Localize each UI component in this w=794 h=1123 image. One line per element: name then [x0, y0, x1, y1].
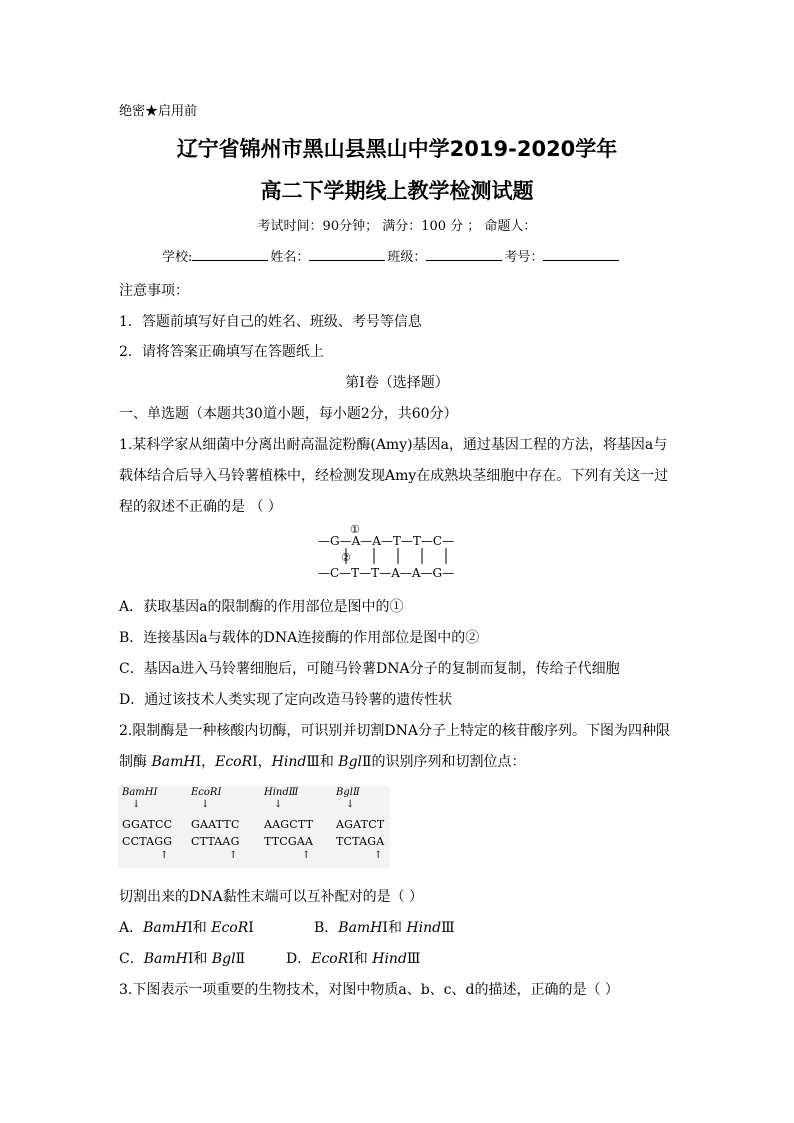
- q1-option-a: A．获取基因a的限制酶的作用部位是图中的①: [119, 599, 404, 615]
- enzyme-name: HindⅢ: [264, 787, 299, 798]
- enzyme-bglii: [336, 786, 406, 862]
- secret-mark: 绝密★启用前: [119, 104, 198, 119]
- q1-option-c: C．基因a进入马铃薯细胞后，可随马铃薯DNA分子的复制而复制，传给子代细胞: [119, 661, 620, 677]
- seq-top: AGATCT: [336, 818, 385, 831]
- enzyme-name: BglⅡ: [336, 787, 360, 798]
- exam-info: 考试时间：90分钟； 满分：100 分 ； 命题人：: [257, 219, 537, 234]
- seq-bottom: TTCGAA: [264, 835, 314, 848]
- enzyme-name: EcoRⅠ: [191, 787, 222, 798]
- q1-line-1: 1.某科学家从细菌中分离出耐高温淀粉酶(Amy)基因a，通过基因工程的方法，将基因a与: [119, 437, 668, 453]
- dna-strand-diagram: [318, 521, 478, 581]
- cut-arrow-down: ↓: [274, 799, 283, 810]
- q2-option-a: A．BamHⅠ和 EcoRⅠ: [119, 920, 254, 936]
- seq-bottom: TCTAGA: [336, 835, 385, 848]
- enzyme-name: BamHⅠ: [122, 787, 158, 798]
- cut-arrow-down: ↓: [132, 799, 141, 810]
- q1-option-d: D．通过该技术人类实现了定向改造马铃薯的遗传性状: [119, 692, 453, 708]
- enzyme-hindiii: [264, 786, 334, 862]
- seq-bottom: CCTAGG: [122, 835, 173, 848]
- cut-arrow-up: ↑: [160, 850, 169, 861]
- enzyme-ecori: [191, 786, 261, 862]
- cut-arrow-down: ↓: [201, 799, 210, 810]
- mark-1: ①: [350, 523, 360, 536]
- q2-option-c: C．BamHⅠ和 BglⅡ: [119, 951, 246, 967]
- school-blank[interactable]: [192, 248, 268, 261]
- cut-arrow-up: ↑: [229, 850, 238, 861]
- name-label: 姓名：: [270, 250, 310, 265]
- class-blank[interactable]: [426, 248, 502, 261]
- top-strand: —G—A—A—T—T—C—: [318, 534, 455, 548]
- notice-item-1: 1．答题前填写好自己的姓名、班级、考号等信息: [119, 314, 422, 330]
- q2-option-b: B．BamHⅠ和 HindⅢ: [314, 920, 455, 936]
- seq-top: GAATTC: [191, 818, 240, 831]
- notice-title: 注意事项：: [119, 283, 189, 299]
- exam-number-label: 考号：: [504, 250, 544, 265]
- cut-arrow-down: ↓: [346, 799, 355, 810]
- cut-arrow-up: ↑: [374, 850, 383, 861]
- school-label: 学校:: [162, 250, 193, 265]
- exam-title-line1: 辽宁省锦州市黑山县黑山中学2019-2020学年: [176, 137, 618, 161]
- q2-line-2: 制酶 BamHⅠ，EcoRⅠ，HindⅢ和 BglⅡ的识别序列和切割位点：: [119, 754, 526, 770]
- mark-2: ②: [341, 551, 351, 564]
- dna-diagram-svg: [318, 521, 478, 581]
- name-blank[interactable]: [309, 248, 385, 261]
- section-title: 第Ⅰ卷（选择题）: [345, 375, 449, 391]
- exam-number-blank[interactable]: [543, 248, 619, 261]
- q2-line-1: 2.限制酶是一种核酸内切酶，可识别并切割DNA分子上特定的核苷酸序列。下图为四种限: [119, 723, 670, 739]
- cut-arrow-up: ↑: [302, 850, 311, 861]
- class-label: 班级：: [387, 250, 427, 265]
- seq-top: GGATCC: [122, 818, 173, 831]
- q2-question: 切割出来的DNA黏性末端可以互补配对的是（ ）: [119, 889, 424, 905]
- q1-line-2: 载体结合后导入马铃薯植株中，经检测发现Amy在成熟块茎细胞中存在。下列有关这一过: [119, 468, 669, 484]
- q1-option-b: B．连接基因a与载体的DNA连接酶的作用部位是图中的②: [119, 630, 480, 646]
- q3-line-1: 3.下图表示一项重要的生物技术，对图中物质a、b、c、d的描述，正确的是（ ）: [119, 982, 619, 998]
- seq-top: AAGCTT: [264, 818, 314, 831]
- enzyme-bamhi: [122, 786, 192, 862]
- bottom-strand: —C—T—T—A—A—G—: [318, 566, 455, 580]
- q1-line-3: 程的叙述不正确的是 （ ）: [119, 499, 282, 515]
- part-title: 一、单选题（本题共30道小题，每小题2分，共60分）: [119, 406, 458, 422]
- exam-title-line2: 高二下学期线上教学检测试题: [260, 179, 534, 203]
- restriction-enzyme-figure: [118, 786, 390, 868]
- seq-bottom: CTTAAG: [191, 835, 240, 848]
- q2-option-d: D．EcoRⅠ和 HindⅢ: [286, 951, 421, 967]
- notice-item-2: 2．请将答案正确填写在答题纸上: [119, 344, 324, 360]
- student-info-fields: [162, 248, 621, 267]
